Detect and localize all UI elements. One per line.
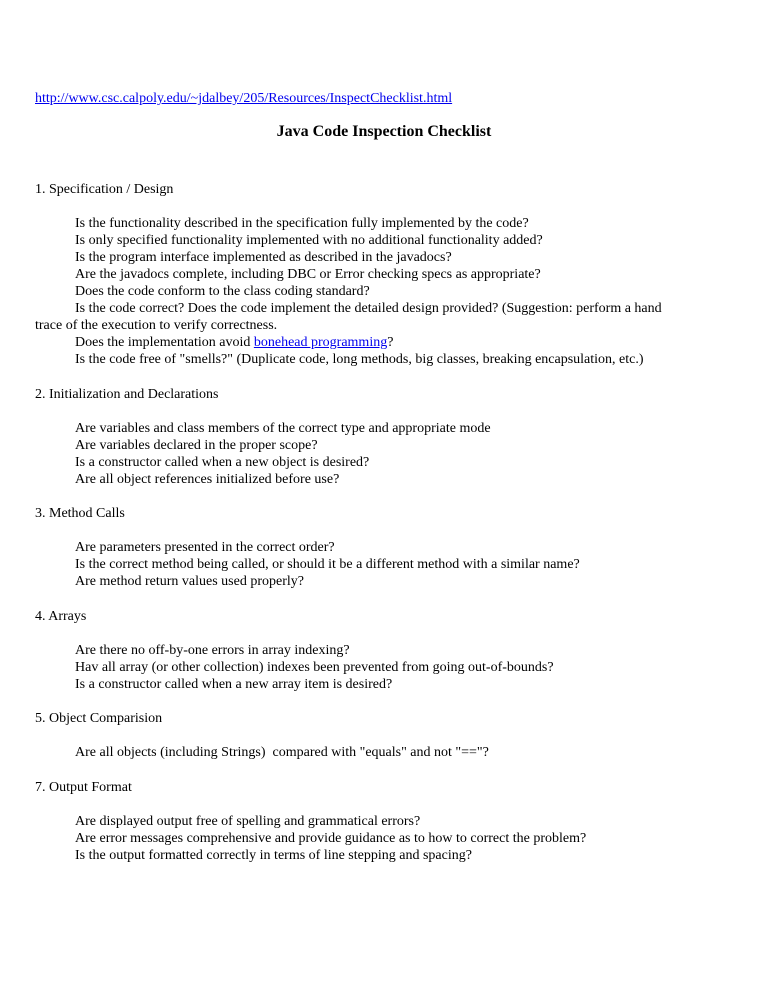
checklist-item: Is a constructor called when a new array item is desired? — [75, 677, 393, 692]
section-heading: 2. Initialization and Declarations — [35, 387, 219, 402]
checklist-item — [35, 334, 735, 351]
checklist-item: Is only specified functionality implemented with no additional functionality added? — [75, 233, 543, 248]
checklist-item: Is the functionality described in the specification fully implemented by the code? — [75, 216, 529, 231]
checklist-item: Are variables declared in the proper scope? — [75, 438, 318, 453]
checklist-item: Are all object references initialized before use? — [75, 472, 340, 487]
bonehead-programming-link[interactable]: bonehead programming — [253, 335, 388, 350]
section-heading: 1. Specification / Design — [35, 182, 174, 197]
section-output-format — [35, 779, 735, 864]
section-arrays — [35, 608, 735, 693]
checklist-item: Are there no off-by-one errors in array indexing? — [75, 643, 350, 658]
checklist-item: Is a constructor called when a new object is desired? — [75, 455, 370, 470]
section-specification-design — [35, 181, 735, 368]
item-text: Does the implementation avoid — [75, 335, 254, 350]
checklist-item: Are parameters presented in the correct order? — [75, 540, 335, 555]
checklist-item: Is the code free of "smells?" (Duplicate code, long methods, big classes, breaking encapsulation, etc.) — [75, 352, 644, 367]
section-object-comparision — [35, 710, 735, 761]
checklist — [35, 642, 735, 693]
checklist-item: Is the program interface implemented as described in the javadocs? — [75, 250, 452, 265]
checklist-item: Are variables and class members of the correct type and appropriate mode — [75, 421, 491, 436]
checklist-item: Are the javadocs complete, including DBC or Error checking specs as appropriate? — [75, 267, 541, 282]
section-heading: 3. Method Calls — [35, 506, 125, 521]
section-initialization-declarations — [35, 386, 735, 488]
checklist — [35, 813, 735, 864]
item-text: ? — [387, 335, 394, 350]
checklist-item: Are error messages comprehensive and provide guidance as to how to correct the problem? — [75, 831, 587, 846]
checklist-item: Are displayed output free of spelling and grammatical errors? — [75, 814, 421, 829]
checklist-item: Are method return values used properly? — [75, 574, 304, 589]
source-url-link[interactable]: http://www.csc.calpoly.edu/~jdalbey/205/Resources/InspectChecklist.html — [35, 91, 453, 106]
checklist — [35, 420, 735, 488]
checklist-item: Is the output formatted correctly in terms of line stepping and spacing? — [75, 848, 472, 863]
section-heading: 7. Output Format — [35, 780, 132, 795]
section-method-calls — [35, 505, 735, 590]
checklist — [35, 744, 735, 761]
checklist-item: Hav all array (or other collection) indexes been prevented from going out-of-bounds? — [75, 660, 554, 675]
page-title: Java Code Inspection Checklist — [276, 123, 492, 140]
checklist-item: Is the code correct? Does the code implement the detailed design provided? (Suggestion: perform a hand trace of the execution to verify correctness. — [35, 301, 662, 333]
checklist-item: Are all objects (including Strings) compared with "equals" and not "=="? — [75, 745, 489, 760]
checklist-item: Is the correct method being called, or should it be a different method with a similar name? — [75, 557, 580, 572]
section-heading: 4. Arrays — [35, 609, 87, 624]
section-heading: 5. Object Comparision — [35, 711, 163, 726]
checklist — [35, 215, 735, 368]
checklist — [35, 539, 735, 590]
checklist-item: Does the code conform to the class coding standard? — [75, 284, 370, 299]
